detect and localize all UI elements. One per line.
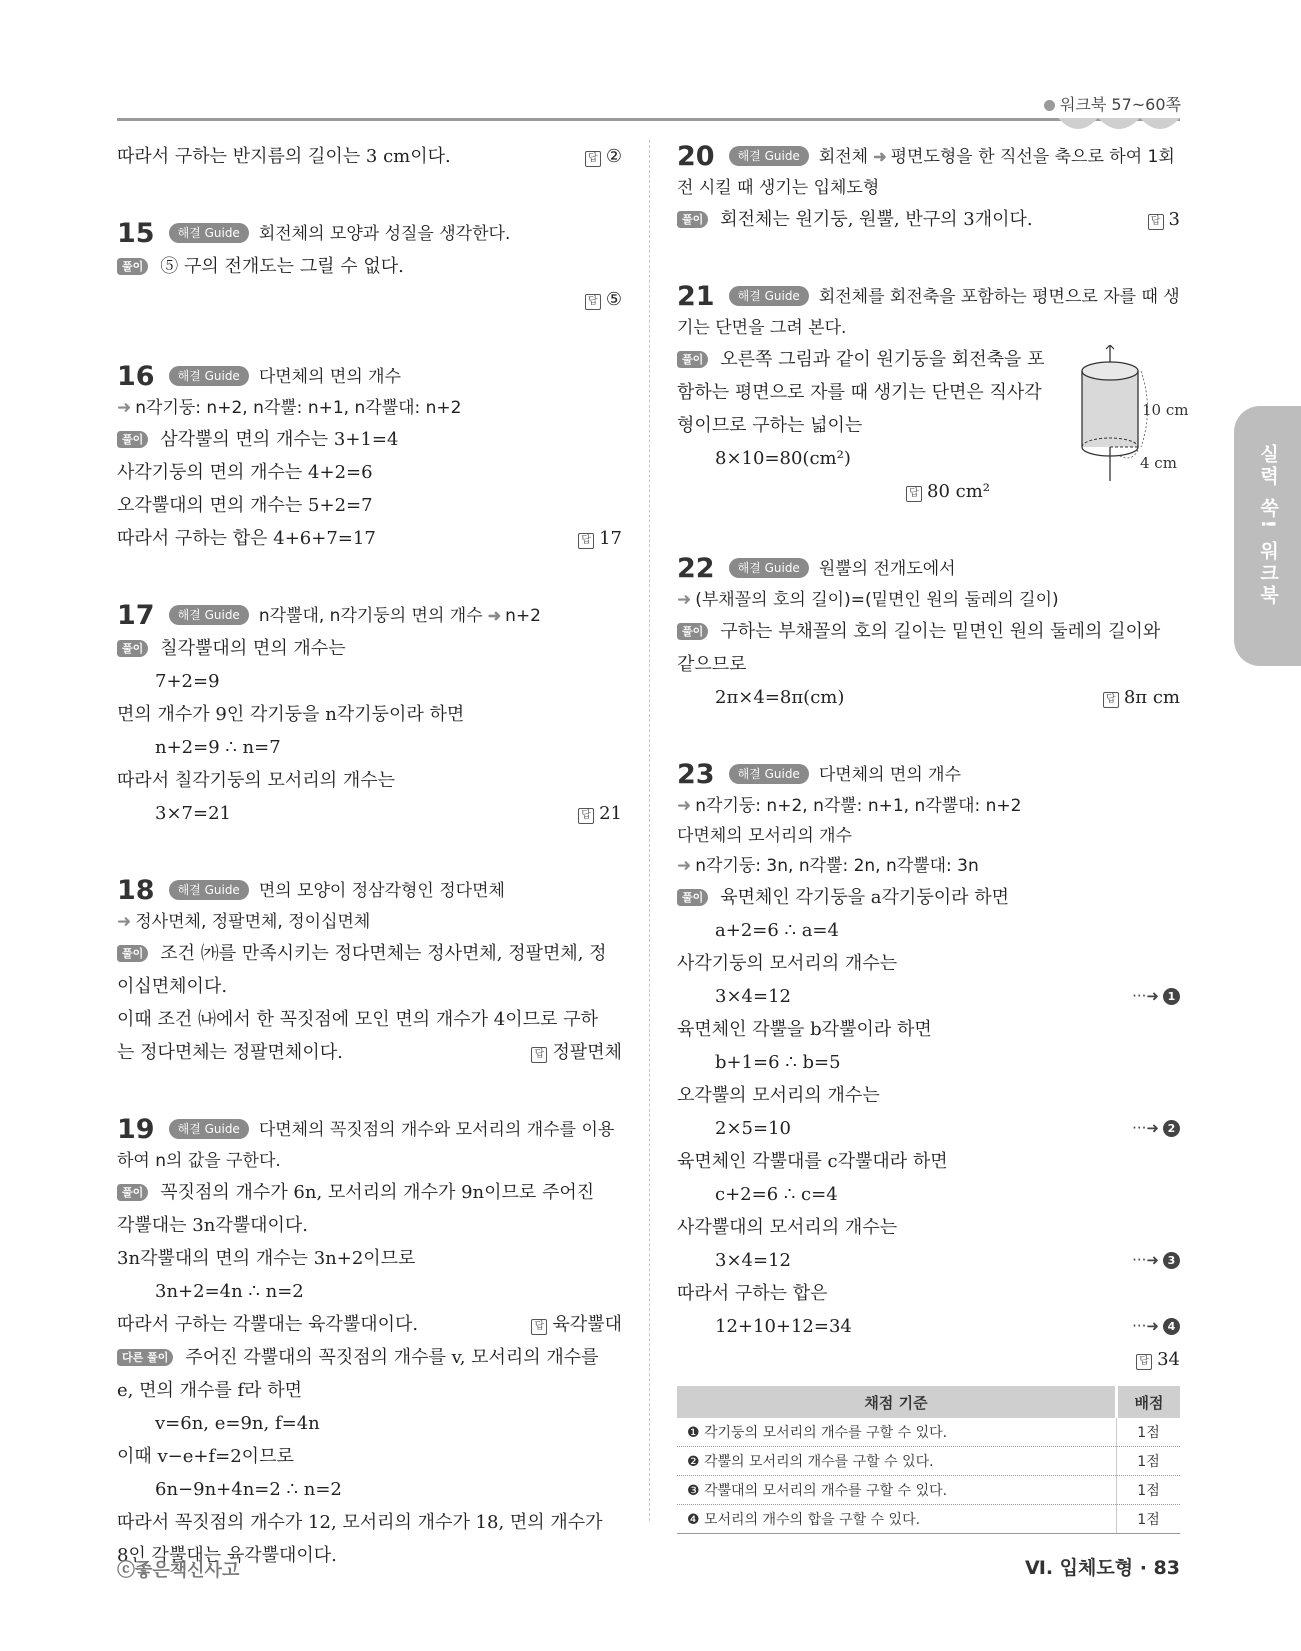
p22-guide-detail: ➜ (부채꼴의 호의 길이)=(밑면인 원의 둘레의 길이)	[677, 590, 1059, 610]
p23-line: 따라서 구하는 합은	[677, 1283, 828, 1304]
p18-line: 이십면체이다.	[117, 976, 228, 997]
p23-line: 3×4=12 ···➜ 3	[677, 1244, 1180, 1277]
p23-line: 사각기둥의 모서리의 개수는	[677, 953, 898, 974]
solution-badge: 풀이	[677, 211, 708, 228]
header-rule	[117, 118, 1180, 121]
p19-line: 6n−9n+4n=2 ∴ n=2	[155, 1479, 342, 1500]
radius-label: 4 cm	[1140, 454, 1177, 472]
answer-box-icon: 답	[585, 151, 601, 167]
answer: 답 34	[1136, 1343, 1180, 1376]
alt-solution-badge: 다른 풀이	[117, 1349, 173, 1366]
p16-line: 사각기둥의 면의 개수는 4+2=6	[117, 462, 373, 483]
p19-line: 따라서 꼭짓점의 개수가 12, 모서리의 개수가 18, 면의 개수가	[117, 1512, 603, 1533]
problem-18-heading: 18 해결 Guide 면의 모양이 정삼각형인 정다면체	[117, 875, 505, 906]
answer: 답 ⑤	[585, 283, 622, 316]
p19-line: e, 면의 개수를 f라 하면	[117, 1380, 303, 1401]
grading-row: ❹ 모서리의 개수의 합을 구할 수 있다. 1점	[677, 1505, 1180, 1534]
header-scallop-decoration	[1058, 118, 1180, 136]
p19-line: 3n각뿔대의 면의 개수는 3n+2이므로	[117, 1248, 416, 1269]
problem-16-heading: 16 해결 Guide 다면체의 면의 개수	[117, 361, 402, 392]
header-workbook-ref: 워크북 57~60쪽	[1044, 92, 1181, 115]
arrow-right-icon: ➜	[117, 398, 132, 418]
p18-line: 이때 조건 ㈏에서 한 꼭짓점에 모인 면의 개수가 4이므로 구하	[117, 1009, 598, 1030]
arrow-right-icon: ➜	[677, 796, 692, 816]
solution-badge: 풀이	[677, 623, 708, 640]
p20-solution: 풀이 회전체는 원기둥, 원뿔, 반구의 3개이다. 답 3	[677, 203, 1180, 236]
footer-chapter-page: Ⅵ. 입체도형 · 83	[1024, 1557, 1180, 1579]
step-number-icon: 1	[1163, 988, 1180, 1005]
answer-box-icon: 답	[1103, 692, 1119, 708]
solution-badge: 풀이	[677, 889, 708, 906]
step-marker: ···➜ 1	[1132, 980, 1180, 1013]
step-marker: ···➜ 3	[1132, 1244, 1180, 1277]
height-label: 10 cm	[1142, 401, 1188, 419]
problem-23-heading: 23 해결 Guide 다면체의 면의 개수	[677, 759, 962, 790]
answer: 답 정팔면체	[531, 1036, 622, 1069]
p19-line: v=6n, e=9n, f=4n	[155, 1413, 320, 1434]
arrow-right-icon: ➜	[487, 606, 502, 625]
p21-line: 형이므로 구하는 넓이는	[677, 415, 863, 436]
p23-line: a+2=6 ∴ a=4	[715, 920, 839, 941]
p19-guide-detail: 하여 n의 값을 구한다.	[117, 1151, 281, 1171]
p23-line: 2×5=10 ···➜ 2	[677, 1112, 1180, 1145]
p23-line: 오각뿔의 모서리의 개수는	[677, 1085, 880, 1106]
guide-badge: 해결 Guide	[729, 286, 809, 306]
answer-box-icon: 답	[1136, 1354, 1152, 1370]
p19-solution: 풀이 꼭짓점의 개수가 6n, 모서리의 개수가 9n이므로 주어진	[117, 1176, 622, 1209]
p18-line: 는 정다면체는 정팔면체이다. 답 정팔면체	[117, 1036, 622, 1069]
p15-answer-line	[117, 283, 622, 316]
p21-solution: 풀이 오른쪽 그림과 같이 원기둥을 회전축을 포	[677, 343, 1180, 376]
p19-alt-solution: 다른 풀이 주어진 각뿔대의 꼭짓점의 개수를 v, 모서리의 개수를	[117, 1341, 622, 1374]
p19-line: 각뿔대는 3n각뿔대이다.	[117, 1215, 308, 1236]
p23-solution: 풀이 육면체인 각기둥을 a각기둥이라 하면	[677, 881, 1180, 914]
arrow-right-icon: ➜	[677, 856, 692, 876]
p23-line: 12+10+12=34 ···➜ 4	[677, 1310, 1180, 1343]
answer-box-icon: 답	[1148, 214, 1164, 230]
p17-line: 3×7=21 답 21	[117, 797, 622, 830]
solution-badge: 풀이	[117, 1184, 148, 1201]
answer: 답 육각뿔대	[531, 1308, 622, 1341]
p17-solution: 풀이 칠각뿔대의 면의 개수는	[117, 632, 622, 665]
guide-badge: 해결 Guide	[169, 223, 249, 243]
p22-solution: 풀이 구하는 부채꼴의 호의 길이는 밑면인 원의 둘레의 길이와	[677, 615, 1180, 648]
p22-line: 2π×4=8π(cm) 답 8π cm	[677, 681, 1180, 714]
answer-box-icon: 답	[531, 1319, 547, 1335]
footer-publisher: ⓒ좋은책신사고	[117, 1560, 240, 1581]
answer-box-icon: 답	[578, 533, 594, 549]
answer: 답 21	[578, 797, 622, 830]
solution-badge: 풀이	[117, 431, 148, 448]
problem-20-heading: 20 해결 Guide 회전체 ➜ 평면도형을 한 직선을 축으로 하여 1회	[677, 141, 1175, 172]
p17-line: n+2=9 ∴ n=7	[155, 737, 281, 758]
guide-badge: 해결 Guide	[729, 764, 809, 784]
step-marker: ···➜ 4	[1132, 1310, 1180, 1343]
answer: 답 ②	[585, 140, 622, 173]
p23-line: b+1=6 ∴ b=5	[715, 1052, 841, 1073]
solution-badge: 풀이	[677, 351, 708, 368]
p16-line: 따라서 구하는 합은 4+6+7=17 답 17	[117, 522, 622, 555]
p19-line: 이때 v−e+f=2이므로	[117, 1446, 294, 1467]
solution-badge: 풀이	[117, 640, 148, 657]
arrow-right-icon: ➜	[873, 147, 887, 166]
p19-line: 따라서 구하는 각뿔대는 육각뿔대이다. 답 육각뿔대	[117, 1308, 622, 1341]
grading-header-row	[677, 1386, 1180, 1418]
cylinder-figure	[1068, 345, 1188, 485]
p14-solution-line: 따라서 구하는 반지름의 길이는 3 cm이다. 답 ②	[117, 140, 622, 173]
problem-17-heading: 17 해결 Guide n각뿔대, n각기둥의 면의 개수 ➜ n+2	[117, 600, 541, 631]
answer: 답 3	[1148, 203, 1180, 236]
grading-table	[677, 1386, 1180, 1534]
p17-line: 7+2=9	[155, 671, 220, 692]
p16-solution: 풀이 삼각뿔의 면의 개수는 3+1=4	[117, 423, 622, 456]
p15-solution: 풀이 ⑤ 구의 전개도는 그릴 수 없다.	[117, 250, 622, 283]
guide-badge: 해결 Guide	[169, 880, 249, 900]
grading-row: ❷ 각뿔의 모서리의 개수를 구할 수 있다. 1점	[677, 1447, 1180, 1476]
step-number-icon: 4	[1163, 1318, 1180, 1335]
grading-points-header: 배점	[1117, 1386, 1181, 1418]
answer: 답 80 cm²	[906, 475, 990, 508]
column-divider	[649, 140, 650, 1521]
p16-guide-detail: ➜ n각기둥: n+2, n각뿔: n+1, n각뿔대: n+2	[117, 398, 462, 418]
grading-criteria-header: 채점 기준	[677, 1386, 1117, 1418]
answer-box-icon: 답	[585, 294, 601, 310]
bullet-dot-icon	[1044, 100, 1055, 111]
p20-guide-detail: 전 시킬 때 생기는 입체도형	[677, 178, 880, 198]
guide-badge: 해결 Guide	[169, 366, 249, 386]
arrow-right-icon: ➜	[117, 912, 132, 932]
answer-box-icon: 답	[531, 1047, 547, 1063]
p16-line: 오각뿔대의 면의 개수는 5+2=7	[117, 495, 373, 516]
guide-badge: 해결 Guide	[729, 558, 809, 578]
p17-line: 따라서 칠각기둥의 모서리의 개수는	[117, 770, 395, 791]
p23-line: 사각뿔대의 모서리의 개수는	[677, 1217, 898, 1238]
problem-19-heading: 19 해결 Guide 다면체의 꼭짓점의 개수와 모서리의 개수를 이용	[117, 1114, 615, 1145]
problem-21-heading: 21 해결 Guide 회전체를 회전축을 포함하는 평면으로 자를 때 생	[677, 281, 1180, 312]
step-number-icon: 3	[1163, 1252, 1180, 1269]
p19-line: 8인 각뿔대는 육각뿔대이다.	[117, 1545, 337, 1566]
p21-line: 함하는 평면으로 자를 때 생기는 단면은 직사각	[677, 382, 1042, 403]
p19-line: 3n+2=4n ∴ n=2	[155, 1281, 304, 1302]
step-number-icon: 2	[1163, 1120, 1180, 1137]
step-marker: ···➜ 2	[1132, 1112, 1180, 1145]
answer-box-icon: 답	[906, 486, 922, 502]
p23-guide-detail: ➜ n각기둥: n+2, n각뿔: n+1, n각뿔대: n+2	[677, 796, 1022, 816]
solution-badge: 풀이	[117, 945, 148, 962]
p21-guide-detail: 기는 단면을 그려 본다.	[677, 318, 847, 338]
solution-badge: 풀이	[117, 258, 148, 275]
p23-line: 육면체인 각뿔대를 c각뿔대라 하면	[677, 1151, 948, 1172]
arrow-right-icon: ➜	[677, 590, 692, 610]
guide-badge: 해결 Guide	[169, 1119, 249, 1139]
problem-15-heading: 15 해결 Guide 회전체의 모양과 성질을 생각한다.	[117, 218, 511, 249]
p23-line: 육면체인 각뿔을 b각뿔이라 하면	[677, 1019, 932, 1040]
guide-badge: 해결 Guide	[169, 605, 249, 625]
p23-answer-line	[677, 1343, 1180, 1376]
p23-line: 3×4=12 ···➜ 1	[677, 980, 1180, 1013]
answer: 답 17	[578, 522, 622, 555]
page-number: 83	[1153, 1557, 1180, 1579]
answer-box-icon: 답	[578, 808, 594, 824]
p23-guide-detail: 다면체의 모서리의 개수	[677, 826, 853, 846]
grading-row: ❶ 각기둥의 모서리의 개수를 구할 수 있다. 1점	[677, 1418, 1180, 1447]
grading-row: ❸ 각뿔대의 모서리의 개수를 구할 수 있다. 1점	[677, 1476, 1180, 1505]
p17-line: 면의 개수가 9인 각기둥을 n각기둥이라 하면	[117, 704, 465, 725]
left-column	[117, 140, 622, 1572]
problem-22-heading: 22 해결 Guide 원뿔의 전개도에서	[677, 553, 956, 584]
side-tab[interactable]: 실력 쑥! 워크북	[1234, 406, 1301, 666]
p21-line: 8×10=80(cm²)	[715, 448, 851, 469]
answer: 답 8π cm	[1103, 681, 1180, 714]
p22-line: 같으므로	[677, 654, 747, 675]
guide-badge: 해결 Guide	[729, 146, 809, 166]
p23-guide-detail: ➜ n각기둥: 3n, n각뿔: 2n, n각뿔대: 3n	[677, 856, 979, 876]
p18-guide-detail: ➜ 정사면체, 정팔면체, 정이십면체	[117, 912, 371, 932]
p18-solution: 풀이 조건 ㈎를 만족시키는 정다면체는 정사면체, 정팔면체, 정	[117, 937, 622, 970]
p23-line: c+2=6 ∴ c=4	[715, 1184, 838, 1205]
